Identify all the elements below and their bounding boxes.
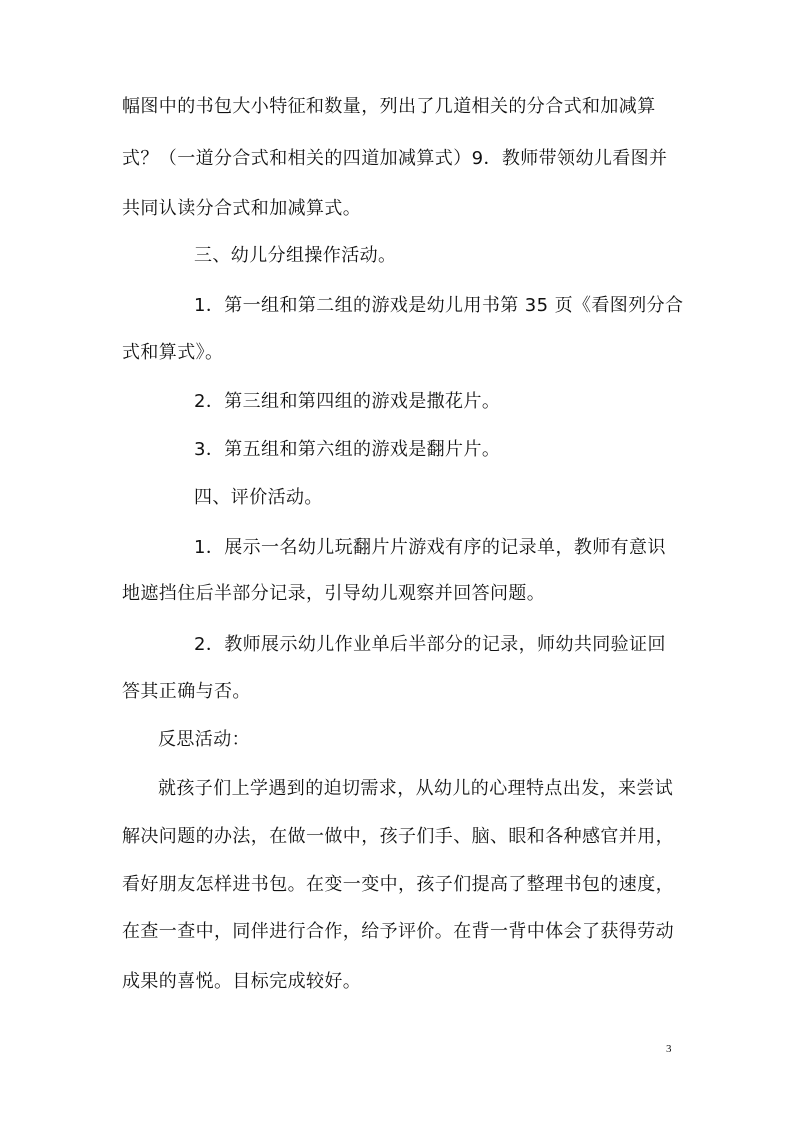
body-line-2: 式？（一道分合式和相关的四道加减算式）9．教师带领幼儿看图并 xyxy=(122,148,668,169)
reflection-paragraph-line-4: 在查一查中，同伴进行合作，给予评价。在背一背中体会了获得劳动 xyxy=(122,921,674,942)
page-number: 3 xyxy=(666,1043,672,1055)
section-heading-3: 三、幼儿分组操作活动。 xyxy=(194,245,397,266)
reflection-heading: 反思活动： xyxy=(158,729,250,750)
evaluation-item-2-line-1: 2．教师展示幼儿作业单后半部分的记录，师幼共同验证回 xyxy=(194,634,666,655)
evaluation-item-1-line-1: 1．展示一名幼儿玩翻片片游戏有序的记录单，教师有意识 xyxy=(194,537,666,558)
reflection-paragraph-line-5: 成果的喜悦。目标完成较好。 xyxy=(122,971,362,992)
body-line-3: 共同认读分合式和加减算式。 xyxy=(122,198,362,219)
section-heading-4: 四、评价活动。 xyxy=(194,487,323,508)
reflection-paragraph-line-1: 就孩子们上学遇到的迫切需求，从幼儿的心理特点出发，来尝试 xyxy=(158,778,674,799)
list-item-1-line-1: 1．第一组和第二组的游戏是幼儿用书第 35 页《看图列分合 xyxy=(194,295,684,316)
body-line-1: 幅图中的书包大小特征和数量，列出了几道相关的分合式和加减算 xyxy=(122,96,656,117)
list-item-2: 2．第三组和第四组的游戏是撒花片。 xyxy=(194,391,501,412)
reflection-paragraph-line-3: 看好朋友怎样进书包。在变一变中，孩子们提高了整理书包的速度， xyxy=(122,874,674,895)
evaluation-item-2-line-2: 答其正确与否。 xyxy=(122,681,251,702)
list-item-1-line-2: 式和算式》。 xyxy=(122,342,224,363)
list-item-3: 3．第五组和第六组的游戏是翻片片。 xyxy=(194,439,501,460)
evaluation-item-1-line-2: 地遮挡住后半部分记录，引导幼儿观察并回答问题。 xyxy=(122,583,546,604)
reflection-paragraph-line-2: 解决问题的办法，在做一做中，孩子们手、脑、眼和各种感官并用， xyxy=(122,826,674,847)
